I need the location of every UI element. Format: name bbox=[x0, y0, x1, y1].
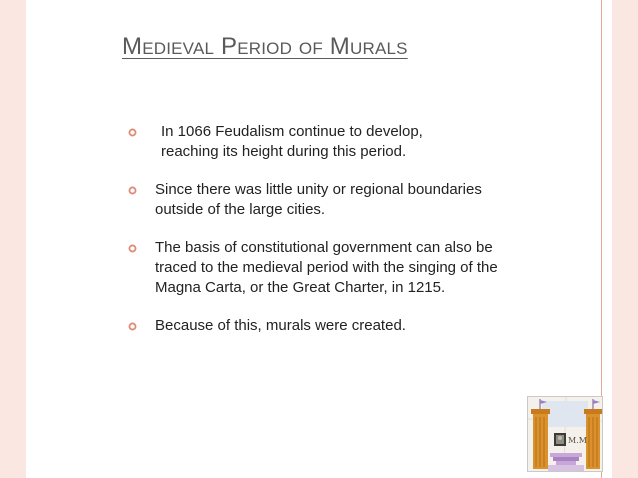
bullet-text: The basis of constitutional government can also be traced to the medieval period with the singing of the Magna Carta, or the Great Charter, in 1215. bbox=[155, 239, 498, 296]
right-decorative-band bbox=[612, 0, 638, 478]
ring-bullet-icon bbox=[128, 322, 137, 331]
bullet-item-3 bbox=[128, 238, 528, 298]
ring-bullet-icon bbox=[128, 128, 137, 137]
bullet-text: Since there was little unity or regional boundaries outside of the large cities. bbox=[155, 181, 482, 218]
mural-thumbnail-image bbox=[527, 396, 603, 472]
bullet-list bbox=[128, 122, 528, 354]
left-decorative-band bbox=[0, 0, 26, 478]
bullet-item-1 bbox=[128, 122, 528, 162]
ring-bullet-icon bbox=[128, 244, 137, 253]
ring-bullet-icon bbox=[128, 186, 137, 195]
bullet-item-2 bbox=[128, 180, 528, 220]
bullet-text: Because of this, murals were created. bbox=[155, 317, 406, 334]
bullet-text: In 1066 Feudalism continue to develop, reaching its height during this period. bbox=[161, 123, 423, 160]
thumbnail-caption: M.M bbox=[568, 436, 587, 445]
mural-drawing bbox=[528, 397, 602, 471]
slide-title: Medieval Period of Murals bbox=[122, 33, 408, 60]
bullet-item-4 bbox=[128, 316, 528, 336]
